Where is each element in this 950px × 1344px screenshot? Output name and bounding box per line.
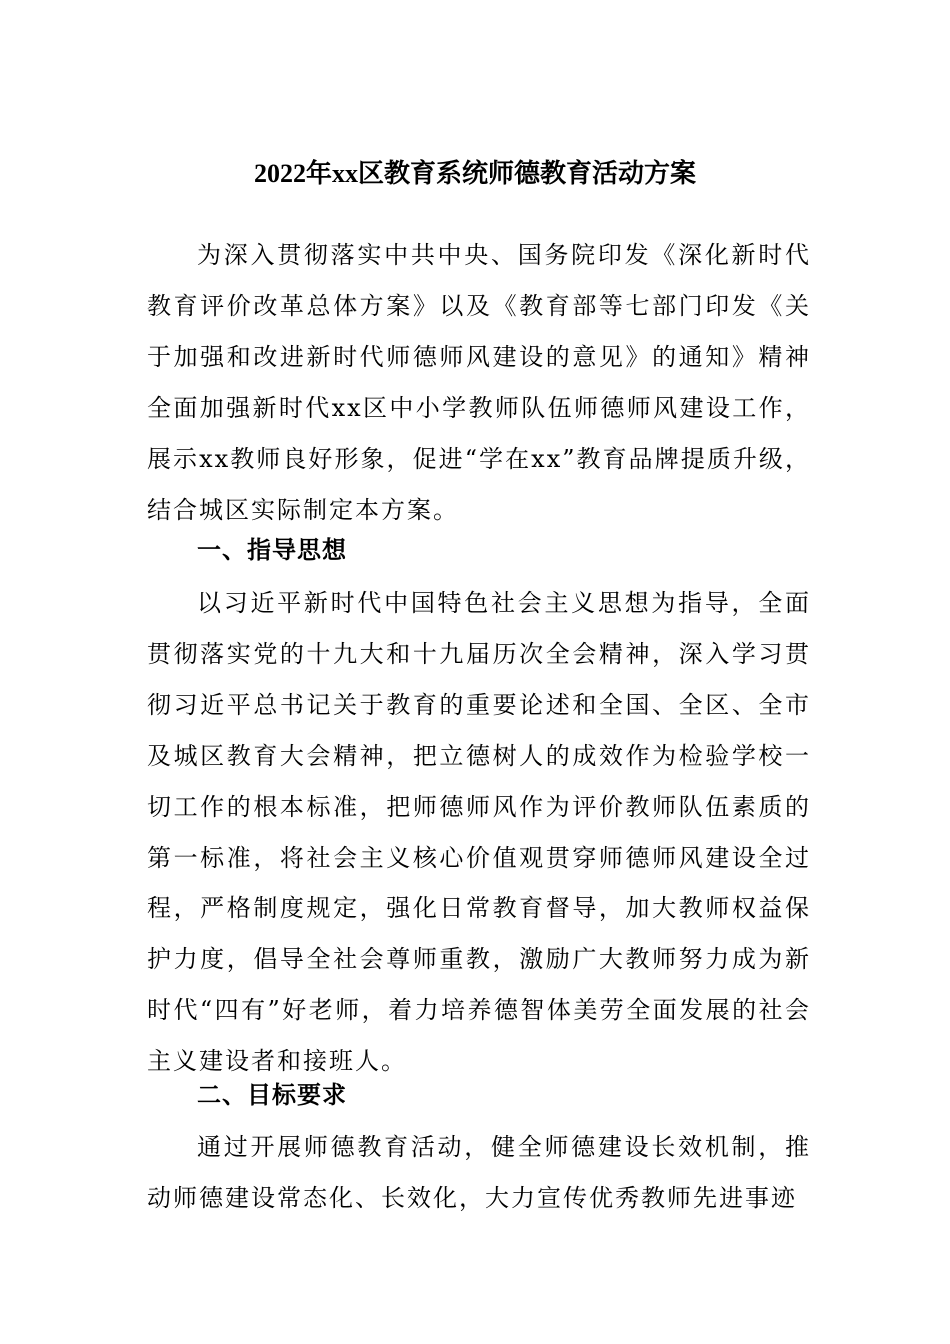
section-heading-guiding-ideology: 一、指导思想 <box>197 536 347 564</box>
document-title: 2022年xx区教育系统师德教育活动方案 <box>253 159 696 188</box>
section-body-guiding-ideology: 以习近平新时代中国特色社会主义思想为指导，全面贯彻落实党的十九大和十九届历次全会精神，深入学习贯彻习近平总书记关于教育的重要论述和全国、全区、全市及城区教育大会精神，把立德树人的成效作为检验学校一切工作的根本标准，把师德师风作为评价教师队伍素质的第一标准，将社会主义核心价值观贯穿师德师风建设全过程，严格制度规定，强化日常教育督导，加大教师权益保护力度，倡导全社会尊师重教，激励广大教师努力成为新时代“四有”好老师，着力培养德智体美劳全面发展的社会主义建设者和接班人。 <box>147 589 811 1076</box>
section-body-goals: 通过开展师德教育活动，健全师德建设长效机制，推动师德建设常态化、长效化，大力宣传优秀教师先进事迹 <box>147 1133 811 1212</box>
section-heading-goals: 二、目标要求 <box>197 1081 347 1109</box>
intro-paragraph: 为深入贯彻落实中共中央、国务院印发《深化新时代教育评价改革总体方案》以及《教育部等七部门印发《关于加强和改进新时代师德师风建设的意见》的通知》精神全面加强新时代xx区中小学教师队伍师德师风建设工作，展示xx教师良好形象，促进“学在xx”教育品牌提质升级，结合城区实际制定本方案。 <box>147 241 811 524</box>
